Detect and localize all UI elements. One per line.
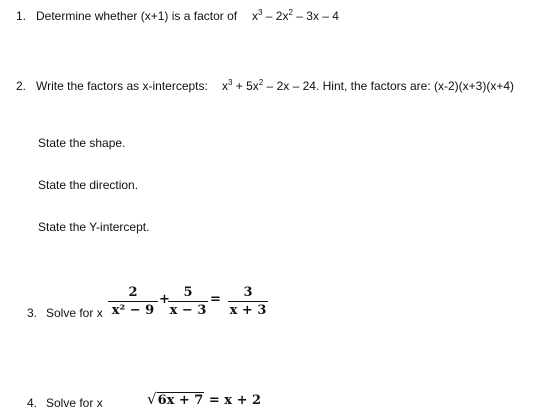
fraction-3-denominator: x + 3 xyxy=(229,303,267,318)
plus-sign: + xyxy=(159,292,170,307)
radicand: 6x + 7 xyxy=(157,393,204,408)
question-2-shape: State the shape. xyxy=(38,136,126,150)
radical-equation xyxy=(147,392,261,408)
fraction-1 xyxy=(108,285,158,318)
equation-rhs: = x + 2 xyxy=(204,393,262,408)
question-2-polynomial: $x^3 + 5x^2 - 2x - 24$. Hint, the factors are: (x-2)(x+3)(x+4) xyxy=(222,78,515,93)
question-2-text: Write the factors as x-intercepts: xyxy=(36,79,208,93)
fraction-2-denominator: x − 3 xyxy=(169,303,207,318)
fraction-2 xyxy=(168,285,208,318)
question-2-number: 2. xyxy=(16,79,27,93)
question-2-y-intercept: State the Y-intercept. xyxy=(38,220,150,234)
fraction-1-denominator: x² − 9 xyxy=(111,303,155,318)
fraction-3-bar xyxy=(228,301,268,302)
question-4-number: 4. xyxy=(27,396,38,410)
fraction-2-numerator: 5 xyxy=(183,285,193,300)
fraction-1-bar xyxy=(108,301,158,302)
question-2-direction: State the direction. xyxy=(38,178,139,192)
question-1-polynomial: $x^3 - 2x^2 - 3x - 4$ xyxy=(252,8,339,23)
fraction-1-numerator: 2 xyxy=(128,285,138,300)
fraction-3-numerator: 3 xyxy=(243,285,253,300)
question-3-text: Solve for x xyxy=(46,306,103,320)
equals-sign: = xyxy=(210,292,221,307)
question-1-text: Determine whether (x+1) is a factor of xyxy=(36,9,238,23)
question-3-number: 3. xyxy=(27,306,38,320)
fraction-2-bar xyxy=(168,301,208,302)
question-1-number: 1. xyxy=(16,9,27,23)
radical-sign: √ xyxy=(147,390,157,408)
question-4-text: Solve for x xyxy=(46,396,103,410)
fraction-3 xyxy=(228,285,268,318)
